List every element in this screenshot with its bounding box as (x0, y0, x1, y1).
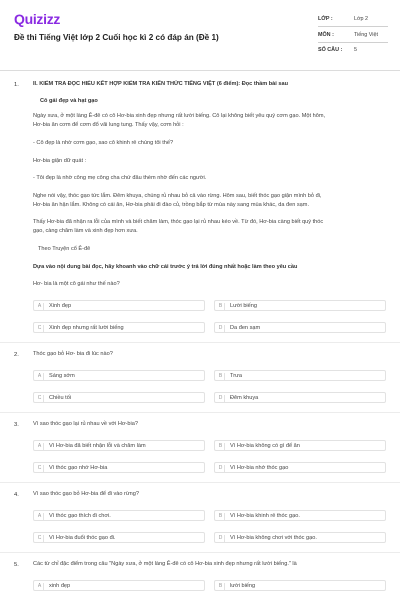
option-text: Xinh đẹp nhưng rất lười biếng (49, 325, 124, 331)
meta-key: MÔN : (318, 32, 334, 38)
option-text: Sáng sớm (49, 373, 75, 379)
meta-key: SỐ CÂU : (318, 47, 343, 53)
story-source: Theo Truyện cổ Ê-đê (38, 246, 91, 252)
option-letter: A (36, 443, 44, 450)
question-5-number: 5. (14, 562, 19, 568)
option-text: Da đen sạm (230, 325, 261, 331)
answer-option-b[interactable] (214, 510, 386, 521)
option-letter: A (36, 303, 44, 310)
question-1-text: Hơ- bia là một cô gái như thế nào? (33, 281, 120, 287)
question-3-text: Vì sao thóc gạo lại rủ nhau về với Hơ-bia? (33, 421, 138, 427)
answer-option-a[interactable] (33, 370, 205, 381)
instruction: Dựa vào nội dung bài đọc, hãy khoanh vào chữ cái trước ý trả lời đúng nhất hoặc làm theo yêu cầu (33, 264, 298, 270)
meta-divider (318, 42, 388, 43)
answer-option-b[interactable] (214, 370, 386, 381)
meta-divider (318, 26, 388, 27)
question-separator (0, 552, 400, 553)
answer-option-d[interactable] (214, 322, 386, 333)
option-letter: C (36, 395, 44, 402)
answer-option-a[interactable] (33, 300, 205, 311)
answer-option-c[interactable] (33, 392, 205, 403)
header-divider (0, 70, 400, 71)
option-text: Vì Hơ-bia nhớ thóc gạo (230, 465, 289, 471)
question-4-number: 4. (14, 492, 19, 498)
answer-option-c[interactable] (33, 532, 205, 543)
option-letter: B (217, 583, 225, 590)
answer-option-d[interactable] (214, 462, 386, 473)
option-text: Vì Hơ-bia không có gì để ăn (230, 443, 300, 449)
story-line: Nghe nói vậy, thóc gạo tức lắm. Đêm khuya, chúng rủ nhau bỏ cả vào rừng. Hôm sau, biết thóc gạo giận mình bỏ đi, (33, 193, 322, 199)
question-3-number: 3. (14, 422, 19, 428)
option-letter: B (217, 513, 225, 520)
option-text: Chiều tối (49, 395, 72, 401)
question-separator (0, 412, 400, 413)
header (0, 0, 400, 66)
option-letter: D (217, 395, 225, 402)
question-4-text: Vì sao thóc gạo bỏ Hơ-bia để đi vào rừng? (33, 491, 139, 497)
story-line: Thấy Hơ-bia đã nhận ra lỗi của mình và biết chăm làm, thóc gạo lại rủ nhau kéo về. Từ đó, Hơ-bia càng biết quý thóc (33, 219, 324, 225)
question-2-text: Thóc gạo bỏ Hơ- bia đi lúc nào? (33, 351, 113, 357)
option-text: Vì Hơ-bia không chơi với thóc gạo. (230, 535, 317, 541)
story-line: - Tôi đẹp là nhờ công mẹ công cha chứ đâu thèm nhờ đến các người. (33, 175, 207, 181)
answer-option-a[interactable] (33, 440, 205, 451)
option-letter: C (36, 325, 44, 332)
option-letter: D (217, 465, 225, 472)
option-letter: B (217, 303, 225, 310)
answer-option-c[interactable] (33, 462, 205, 473)
answer-option-d[interactable] (214, 532, 386, 543)
question-separator (0, 482, 400, 483)
option-letter: C (36, 535, 44, 542)
option-text: Vì Hơ-bia đuổi thóc gạo đi. (49, 535, 116, 541)
option-letter: B (217, 443, 225, 450)
option-text: xinh đẹp (49, 583, 71, 589)
answer-option-b[interactable] (214, 440, 386, 451)
answer-option-b[interactable] (214, 300, 386, 311)
answer-option-c[interactable] (33, 322, 205, 333)
story-line: - Cô đẹp là nhờ cơm gạo, sao cô khinh rẻ chúng tôi thế? (33, 140, 174, 146)
option-letter: D (217, 535, 225, 542)
question-separator (0, 342, 400, 343)
option-letter: A (36, 373, 44, 380)
meta-value: 5 (354, 47, 357, 53)
option-text: lười biếng (230, 583, 256, 589)
option-text: Vì Hơ-bia đã biết nhận lỗi và chăm làm (49, 443, 146, 449)
meta-value: Lớp 2 (354, 16, 369, 22)
option-text: Vì Hơ-bia khinh rẻ thóc gạo. (230, 513, 300, 519)
option-letter: A (36, 513, 44, 520)
question-5-text: Các từ chỉ đặc điểm trong câu "Ngày xưa, ở một làng Ê-đê có cô Hơ-bia xinh đẹp nhưng rất lười biếng." là (33, 561, 297, 567)
option-text: Lười biếng (230, 303, 258, 309)
option-text: Vì thóc gạo nhớ Hơ-bia (49, 465, 108, 471)
story-line: Hơ-bia ăn cơm để cơm đổ vãi lung tung. Thấy vậy, cơm hỏi : (33, 122, 184, 128)
answer-option-b[interactable] (214, 580, 386, 591)
option-text: Vì thóc gạo thích đi chơi. (49, 513, 111, 519)
quizizz-logo: Quizizz (14, 11, 61, 27)
story-line: Hơ-bia giận dữ quát : (33, 158, 87, 164)
story-title: Cô gái đẹp và hạt gạo (40, 98, 98, 104)
option-letter: C (36, 465, 44, 472)
answer-option-d[interactable] (214, 392, 386, 403)
option-text: Đêm khuya (230, 395, 259, 401)
option-letter: A (36, 583, 44, 590)
section-heading: II. KIỂM TRA ĐỌC HIỂU KẾT HỢP KIỂM TRA KIẾN THỨC TIẾNG VIỆT (6 điểm): Đọc thầm bài sau (33, 81, 289, 87)
document-title: Đề thi Tiếng Việt lớp 2 Cuối học kì 2 có đáp án (Đề 1) (14, 33, 219, 42)
option-letter: D (217, 325, 225, 332)
option-text: Trưa (230, 373, 242, 379)
story-line: gạo, càng chăm làm và xinh đẹp hơn xưa. (33, 228, 138, 234)
meta-key: LỚP : (318, 16, 333, 22)
option-letter: B (217, 373, 225, 380)
meta-value: Tiếng Việt (354, 32, 378, 38)
answer-option-a[interactable] (33, 580, 205, 591)
story-line: Hơ-bia ân hận lắm. Không có cái ăn, Hơ-bia phải đi đào củ, trồng bắp từ mùa này sang mùa khác, da đen sạm. (33, 202, 310, 208)
answer-option-a[interactable] (33, 510, 205, 521)
question-2-number: 2. (14, 352, 19, 358)
option-text: Xinh đẹp (49, 303, 72, 309)
story-line: Ngày xưa, ở một làng Ê-đê có cô Hơ-bia xinh đẹp nhưng rất lười biếng. Cô lại không biết yêu quý cơm gạo. Một hôm, (33, 113, 326, 119)
question-1-number: 1. (14, 82, 19, 88)
